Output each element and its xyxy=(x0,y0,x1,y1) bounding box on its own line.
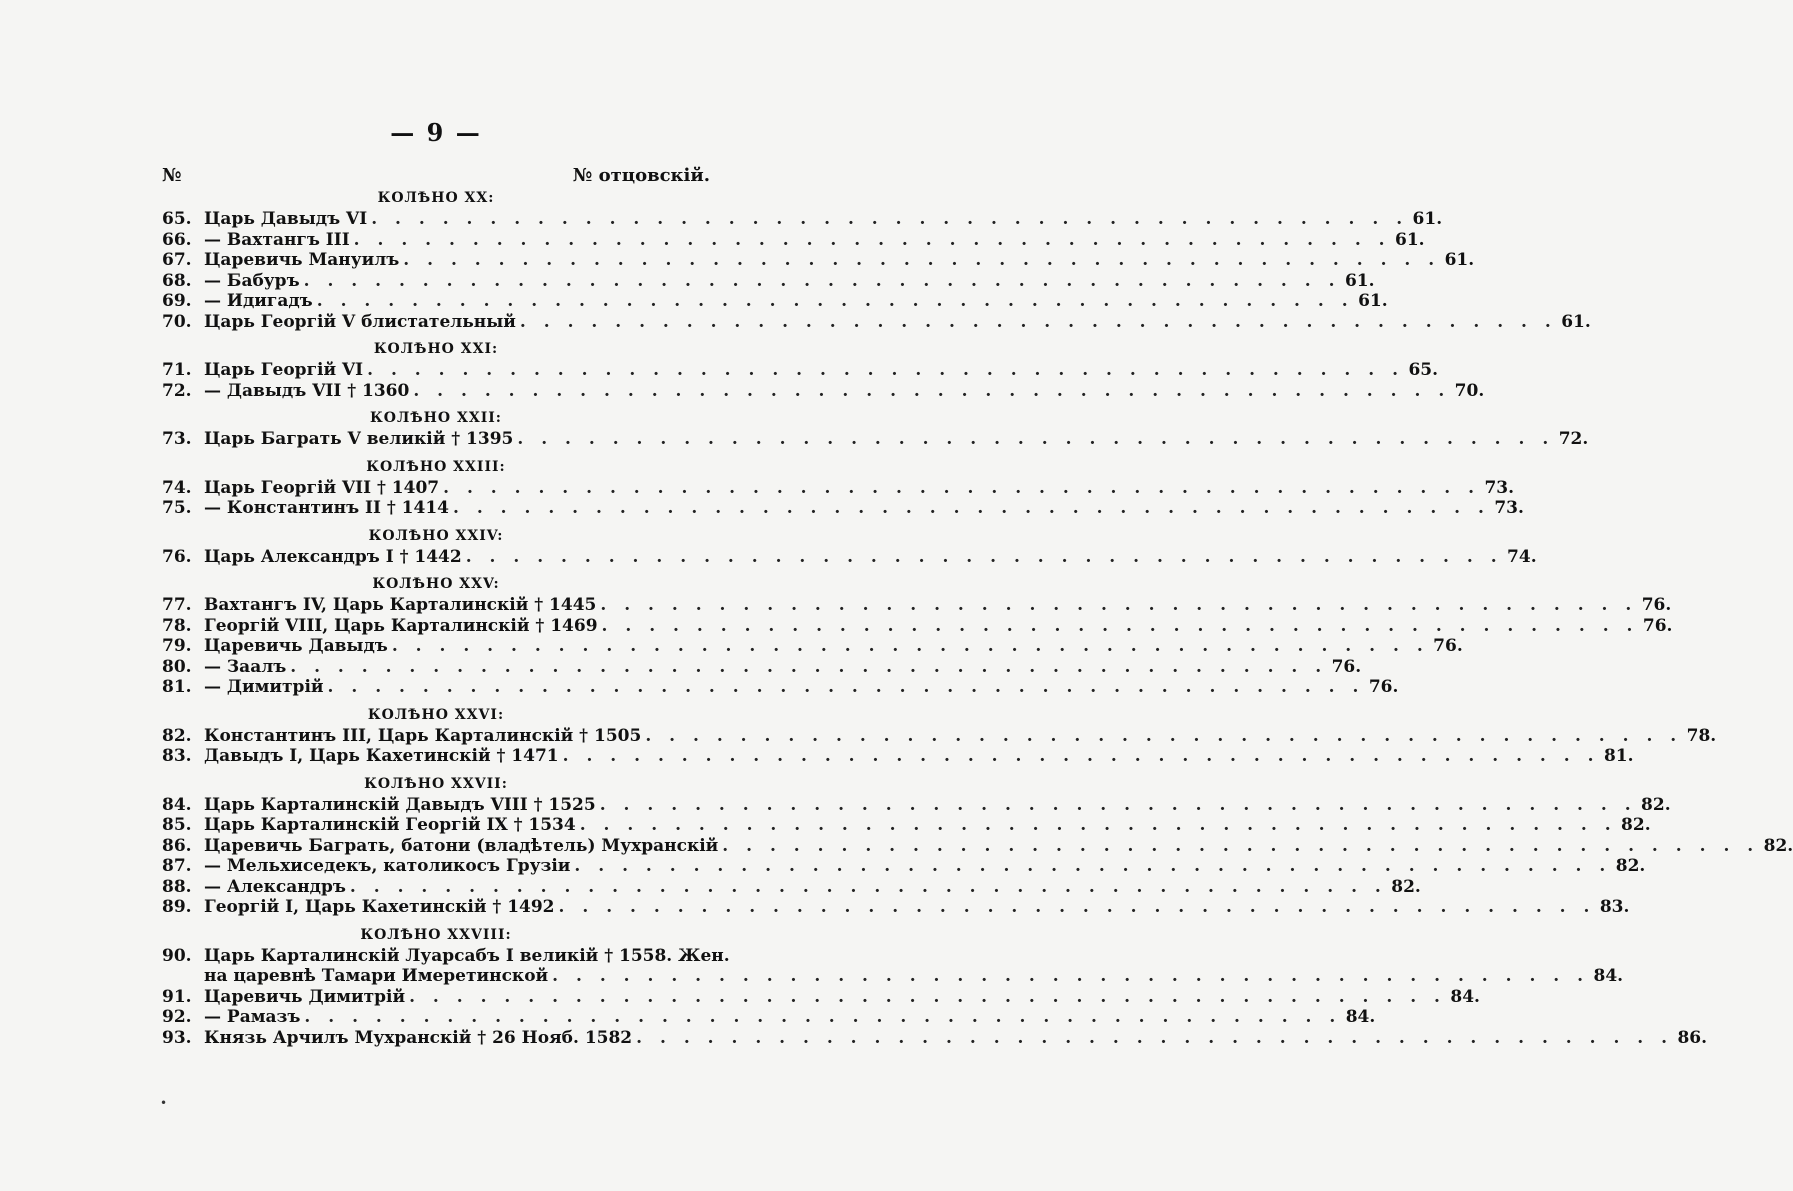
genealogy-list xyxy=(162,187,1793,1048)
entry-name: Давыдъ I, Царь Кахетинскій † 1471 xyxy=(204,746,559,766)
father-number: 82. xyxy=(1641,794,1671,815)
entry-name: Царь Баграть V великій † 1395 xyxy=(204,429,514,449)
father-number: 76. xyxy=(1331,656,1362,677)
entry-number: 66. xyxy=(162,229,192,250)
entry-number: 72. xyxy=(162,380,192,401)
list-item xyxy=(162,250,1475,271)
father-number: 73. xyxy=(1484,477,1515,498)
list-item xyxy=(162,835,1793,857)
document-page xyxy=(162,118,1793,1048)
list-item xyxy=(162,986,1480,1008)
list-item xyxy=(162,595,1672,616)
dot-leader xyxy=(596,595,1637,616)
entry-number: 67. xyxy=(162,250,192,270)
list-item xyxy=(162,794,1671,816)
entry-name: Константинъ III, Царь Карталинскій † 1505 xyxy=(204,725,642,746)
list-item xyxy=(162,380,1485,402)
generation-heading: КОЛѢНО XX: xyxy=(377,190,495,206)
dot-leader xyxy=(367,209,1408,230)
dot-leader xyxy=(449,498,1490,519)
father-number: 61. xyxy=(1395,229,1425,250)
list-item xyxy=(162,546,1537,568)
generation-heading: КОЛѢНО XXVII: xyxy=(364,775,508,792)
number-column-header: № xyxy=(162,165,182,186)
entry-name: Царевичь Мануилъ xyxy=(204,250,400,270)
dot-leader xyxy=(513,429,1554,450)
entry-number: 75. xyxy=(162,498,192,518)
father-number: 81. xyxy=(1603,746,1634,766)
list-item xyxy=(162,270,1375,292)
entry-number: 78. xyxy=(162,615,192,636)
entry-number: 90. xyxy=(162,945,192,966)
father-number: 78. xyxy=(1686,725,1717,746)
list-item xyxy=(162,615,1673,637)
dot-leader xyxy=(516,312,1557,333)
father-number: 76. xyxy=(1641,595,1672,615)
entry-number: 87. xyxy=(162,856,192,876)
dot-leader xyxy=(388,636,1429,657)
dot-leader xyxy=(350,230,1391,251)
father-number: 76. xyxy=(1642,615,1673,636)
entry-number: 69. xyxy=(162,291,192,311)
entry-number: 76. xyxy=(162,546,192,567)
list-item xyxy=(162,876,1421,898)
list-item xyxy=(162,677,1399,698)
entry-name: Царевичь Димитрій xyxy=(204,986,406,1007)
entry-number: 77. xyxy=(162,595,192,615)
father-number: 82. xyxy=(1391,876,1421,897)
generation-heading: КОЛѢНО XXIII: xyxy=(366,458,506,475)
father-number: 76. xyxy=(1368,677,1399,697)
entry-number: 84. xyxy=(162,794,192,815)
entry-name: — Заалъ xyxy=(204,656,287,677)
generation-heading: КОЛѢНО XXII: xyxy=(370,410,502,426)
entry-number: 80. xyxy=(162,656,192,677)
print-speck: • xyxy=(160,1096,168,1110)
entry-number: 71. xyxy=(162,360,192,380)
list-item xyxy=(162,311,1591,333)
father-number: 84. xyxy=(1345,1007,1376,1027)
generation-heading: КОЛѢНО XXV: xyxy=(372,576,500,592)
entry-name: Царь Карталинскій Луарсабъ I великій † 1558. Жен. xyxy=(204,945,730,966)
list-item xyxy=(162,429,1589,450)
dot-leader xyxy=(300,1007,1341,1028)
entry-name: Царь Георгій VII † 1407 xyxy=(204,477,440,498)
list-item xyxy=(162,815,1651,836)
entry-name: — Мельхиседекъ, католикосъ Грузіи xyxy=(204,856,571,876)
dot-leader xyxy=(399,250,1440,271)
dot-leader xyxy=(409,381,1450,402)
list-item xyxy=(162,360,1439,381)
entry-number: 79. xyxy=(162,636,192,656)
entry-name: Вахтангъ IV, Царь Карталинскій † 1445 xyxy=(204,595,597,615)
father-number: 61. xyxy=(1561,311,1591,332)
dot-leader xyxy=(363,360,1404,381)
entry-number: 92. xyxy=(162,1007,192,1027)
father-number: 61. xyxy=(1344,270,1375,291)
entry-number: 83. xyxy=(162,746,192,766)
list-item xyxy=(162,229,1425,251)
entry-name: Царь Георгій VI xyxy=(204,360,364,380)
entry-name: Царь Давыдъ VI xyxy=(204,209,368,229)
dot-leader xyxy=(718,836,1759,857)
dot-leader xyxy=(576,815,1617,836)
dot-leader xyxy=(462,547,1503,568)
generation-heading: КОЛѢНО XXIV: xyxy=(368,527,504,544)
list-item xyxy=(162,209,1443,230)
list-item xyxy=(162,945,730,967)
entry-name: Царь Александръ I † 1442 xyxy=(204,546,462,567)
father-number: 82. xyxy=(1621,815,1651,835)
entry-number: 88. xyxy=(162,876,192,897)
entry-number: 93. xyxy=(162,1027,192,1048)
entry-name: — Александръ xyxy=(204,876,346,897)
entry-name: Царь Георгій V блистательный xyxy=(204,311,516,332)
entry-name: Георгій I, Царь Кахетинскій † 1492 xyxy=(204,897,555,917)
entry-name: Царь Карталинскій Георгій IX † 1534 xyxy=(204,815,576,835)
father-number: 86. xyxy=(1677,1027,1708,1048)
father-number: 82. xyxy=(1615,856,1646,876)
list-item-continuation xyxy=(162,966,1624,987)
entry-name-continuation: на царевнѣ Тамари Имеретинской xyxy=(204,966,549,986)
dot-leader xyxy=(313,291,1354,312)
father-number: 74. xyxy=(1507,546,1537,567)
entry-number: 68. xyxy=(162,270,192,291)
entry-name: — Давыдъ VII † 1360 xyxy=(204,380,410,401)
dot-leader xyxy=(555,897,1596,918)
generation-heading: КОЛѢНО XXI: xyxy=(373,341,499,357)
list-item xyxy=(162,498,1524,519)
generation-heading: КОЛѢНО XXVIII: xyxy=(360,926,512,943)
dot-leader xyxy=(559,746,1600,767)
entry-name: Царевичь Давыдъ xyxy=(204,636,388,656)
entry-number: 89. xyxy=(162,897,192,917)
dot-leader xyxy=(324,677,1365,698)
entry-number: 82. xyxy=(162,725,192,746)
dot-leader xyxy=(286,657,1327,678)
dot-leader xyxy=(596,795,1637,816)
list-item xyxy=(162,897,1630,918)
entry-name: — Рамазъ xyxy=(204,1007,301,1027)
entry-name: — Бабуръ xyxy=(204,270,300,291)
father-number-column-header: № отцовскій. xyxy=(572,165,710,186)
father-number: 61. xyxy=(1412,209,1443,229)
list-item xyxy=(162,291,1388,312)
entry-number: 81. xyxy=(162,677,192,697)
father-number: 84. xyxy=(1593,966,1624,986)
entry-name: Князь Арчилъ Мухранскій † 26 Нояб. 1582 xyxy=(204,1027,633,1048)
dot-leader xyxy=(300,271,1341,292)
column-header-row xyxy=(162,165,710,187)
list-item xyxy=(162,856,1646,877)
page-number: — 9 — xyxy=(390,118,482,147)
list-item xyxy=(162,477,1515,499)
father-number: 61. xyxy=(1444,250,1475,270)
dot-leader xyxy=(439,478,1480,499)
father-number: 72. xyxy=(1558,429,1589,449)
dot-leader xyxy=(632,1028,1673,1049)
father-number: 76. xyxy=(1433,636,1463,656)
father-number: 65. xyxy=(1408,360,1439,380)
dot-leader xyxy=(570,856,1611,877)
entry-number: 65. xyxy=(162,209,192,229)
entry-name: Царевичь Баграть, батони (владѣтель) Мухранскій xyxy=(204,835,719,856)
entry-name: Георгій VIII, Царь Карталинскій † 1469 xyxy=(204,615,598,636)
dot-leader xyxy=(405,987,1446,1008)
list-item xyxy=(162,636,1463,657)
father-number: 61. xyxy=(1358,291,1388,311)
dot-leader xyxy=(548,966,1589,987)
entry-number: 73. xyxy=(162,429,192,449)
entry-number: 86. xyxy=(162,835,192,856)
entry-name: — Вахтангъ III xyxy=(204,229,350,250)
list-item xyxy=(162,1027,1708,1049)
dot-leader xyxy=(598,616,1639,637)
entry-number: 91. xyxy=(162,986,192,1007)
list-item xyxy=(162,725,1717,747)
entry-name: — Константинъ II † 1414 xyxy=(204,498,449,518)
entry-number: 70. xyxy=(162,311,192,332)
dot-leader xyxy=(641,726,1682,747)
entry-name: — Димитрій xyxy=(204,677,324,697)
father-number: 84. xyxy=(1450,986,1480,1007)
father-number: 83. xyxy=(1599,897,1630,917)
father-number: 73. xyxy=(1494,498,1524,518)
entry-name: — Идигадъ xyxy=(204,291,313,311)
list-item xyxy=(162,746,1634,767)
entry-number: 74. xyxy=(162,477,192,498)
father-number: 70. xyxy=(1454,380,1485,401)
generation-heading: КОЛѢНО XXVI: xyxy=(367,706,505,723)
dot-leader xyxy=(346,877,1387,898)
father-number: 82. xyxy=(1763,835,1793,856)
list-item xyxy=(162,656,1362,678)
entry-number: 85. xyxy=(162,815,192,835)
list-item xyxy=(162,1007,1376,1028)
entry-name: Царь Карталинскій Давыдъ VIII † 1525 xyxy=(204,794,596,815)
